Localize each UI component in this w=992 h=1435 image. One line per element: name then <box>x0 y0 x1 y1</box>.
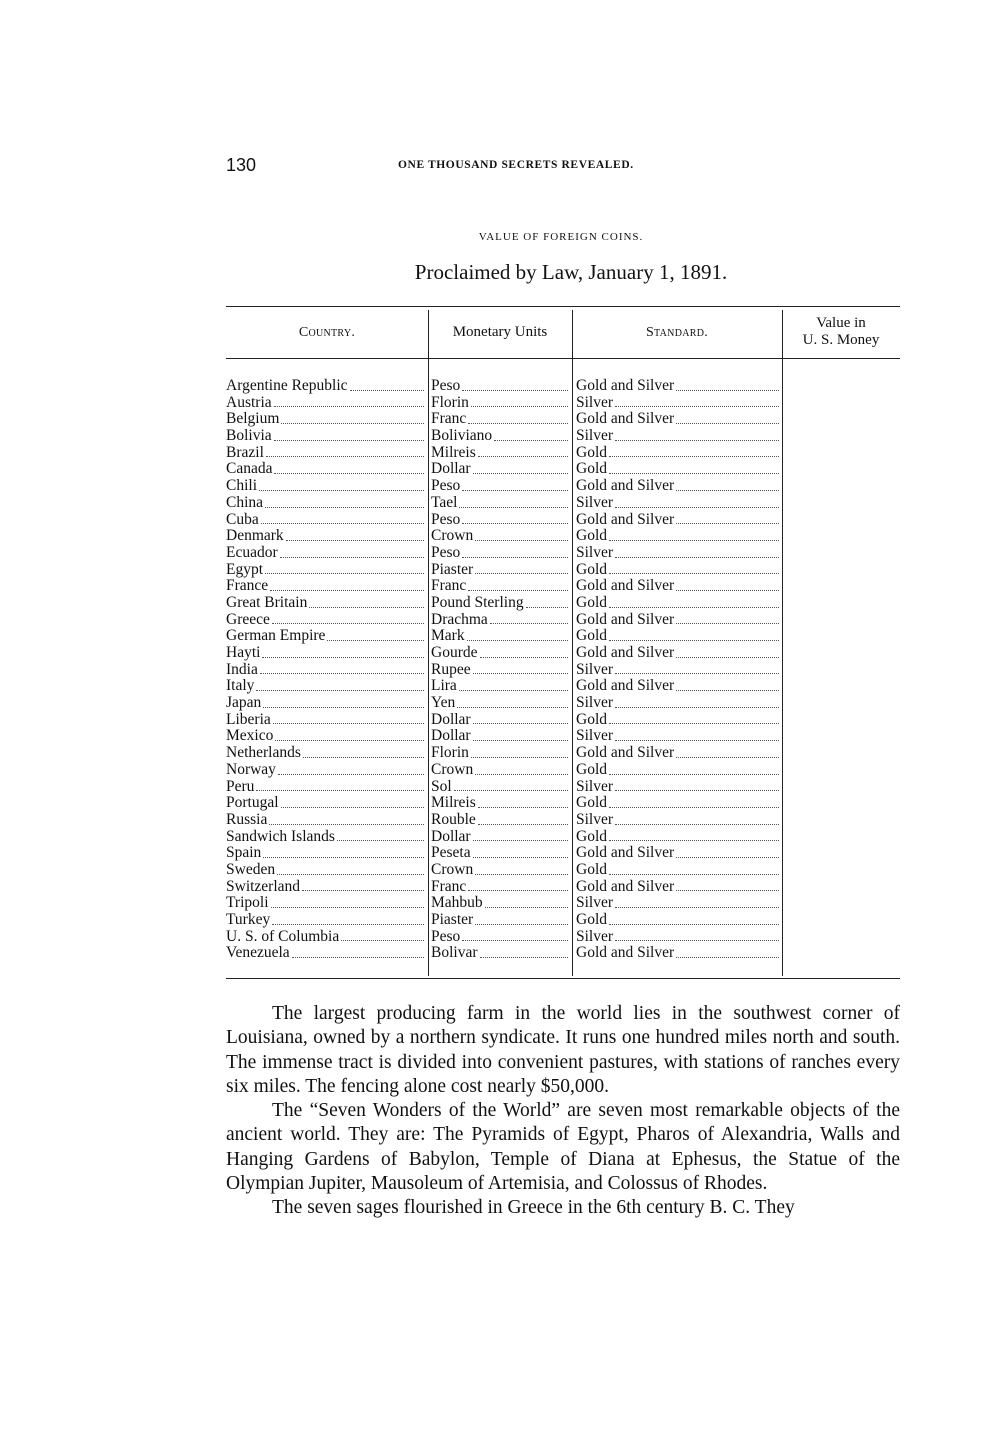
table-row <box>226 628 900 645</box>
dot-leader <box>327 628 424 641</box>
dot-leader <box>274 395 424 408</box>
country-cell: India <box>226 662 425 679</box>
dot-leader <box>259 478 424 491</box>
country-cell: Sweden <box>226 862 425 879</box>
monetary-unit-cell: Boliviano <box>431 428 569 445</box>
country-cell: Norway <box>226 762 425 779</box>
dot-leader <box>272 612 424 625</box>
monetary-unit-cell: Peso <box>431 545 569 562</box>
monetary-unit-cell: Drachma <box>431 612 569 629</box>
standard-cell: Silver <box>576 495 780 512</box>
dot-leader <box>615 779 779 792</box>
country-cell: Brazil <box>226 445 425 462</box>
country-cell: Canada <box>226 461 425 478</box>
dot-leader <box>526 595 568 608</box>
dot-leader <box>462 378 568 391</box>
country-cell: German Empire <box>226 628 425 645</box>
dot-leader <box>473 728 568 741</box>
body-text <box>226 1002 900 1221</box>
standard-cell: Silver <box>576 929 780 946</box>
country-cell: Denmark <box>226 528 425 545</box>
dot-leader <box>271 895 424 908</box>
table-row <box>226 795 900 812</box>
dot-leader <box>609 445 779 458</box>
standard-cell: Gold <box>576 795 780 812</box>
table-row <box>226 612 900 629</box>
monetary-unit-cell: Dollar <box>431 461 569 478</box>
monetary-unit-cell: Gourde <box>431 645 569 662</box>
table-title: VALUE OF FOREIGN COINS. <box>478 231 644 243</box>
country-cell: Liberia <box>226 712 425 729</box>
monetary-unit-cell: Tael <box>431 495 569 512</box>
standard-cell: Gold <box>576 528 780 545</box>
header-country: Country. <box>298 324 356 340</box>
country-cell: Greece <box>226 612 425 629</box>
table-row <box>226 895 900 912</box>
header-value: Value in U. S. Money <box>802 315 880 348</box>
dot-leader <box>269 812 424 825</box>
standard-cell: Silver <box>576 895 780 912</box>
dot-leader <box>275 728 424 741</box>
dot-leader <box>266 445 424 458</box>
country-cell: Italy <box>226 678 425 695</box>
standard-cell: Gold <box>576 595 780 612</box>
monetary-unit-cell: Mahbub <box>431 895 569 912</box>
standard-cell: Gold <box>576 829 780 846</box>
country-cell: Cuba <box>226 512 425 529</box>
standard-cell: Silver <box>576 545 780 562</box>
dot-leader <box>272 912 424 925</box>
monetary-unit-cell: Crown <box>431 862 569 879</box>
dot-leader <box>462 545 568 558</box>
dot-leader <box>615 428 779 441</box>
dot-leader <box>475 912 568 925</box>
dot-leader <box>609 862 779 875</box>
standard-cell: Gold and Silver <box>576 678 780 695</box>
dot-leader <box>475 528 568 541</box>
dot-leader <box>676 678 779 691</box>
dot-leader <box>609 762 779 775</box>
country-cell: Bolivia <box>226 428 425 445</box>
dot-leader <box>676 845 779 858</box>
monetary-unit-cell: Piaster <box>431 562 569 579</box>
monetary-unit-cell: Mark <box>431 628 569 645</box>
table-row <box>226 662 900 679</box>
header-standard: Standard. <box>645 324 709 340</box>
dot-leader <box>309 595 424 608</box>
dot-leader <box>341 929 424 942</box>
monetary-unit-cell: Dollar <box>431 728 569 745</box>
country-cell: Spain <box>226 845 425 862</box>
standard-cell: Silver <box>576 728 780 745</box>
monetary-unit-cell: Pound Sterling <box>431 595 569 612</box>
dot-leader <box>609 595 779 608</box>
dot-leader <box>256 779 424 792</box>
dot-leader <box>676 879 779 892</box>
dot-leader <box>454 779 568 792</box>
dot-leader <box>273 712 424 725</box>
dot-leader <box>676 945 779 958</box>
monetary-unit-cell: Florin <box>431 745 569 762</box>
dot-leader <box>286 528 424 541</box>
dot-leader <box>490 612 568 625</box>
dot-leader <box>676 745 779 758</box>
dot-leader <box>609 712 779 725</box>
table-subtitle: Proclaimed by Law, January 1, 1891. <box>414 260 728 284</box>
country-cell: Austria <box>226 395 425 412</box>
dot-leader <box>609 562 779 575</box>
dot-leader <box>480 645 569 658</box>
table-row <box>226 829 900 846</box>
standard-cell: Gold and Silver <box>576 478 780 495</box>
monetary-unit-cell: Franc <box>431 411 569 428</box>
monetary-unit-cell: Peso <box>431 929 569 946</box>
dot-leader <box>261 512 424 525</box>
monetary-unit-cell: Peso <box>431 378 569 395</box>
dot-leader <box>475 562 568 575</box>
country-cell: Ecuador <box>226 545 425 562</box>
monetary-unit-cell: Bolivar <box>431 945 569 962</box>
table-row <box>226 445 900 462</box>
dot-leader <box>262 645 424 658</box>
dot-leader <box>471 395 568 408</box>
monetary-unit-cell: Franc <box>431 879 569 896</box>
standard-cell: Silver <box>576 695 780 712</box>
table-row <box>226 912 900 929</box>
dot-leader <box>270 578 424 591</box>
monetary-unit-cell: Crown <box>431 528 569 545</box>
dot-leader <box>480 945 569 958</box>
monetary-unit-cell: Rouble <box>431 812 569 829</box>
standard-cell: Gold and Silver <box>576 945 780 962</box>
dot-leader <box>676 612 779 625</box>
table-row <box>226 495 900 512</box>
dot-leader <box>615 895 779 908</box>
dot-leader <box>615 695 779 708</box>
table-row <box>226 862 900 879</box>
table-row <box>226 779 900 796</box>
dot-leader <box>467 628 568 641</box>
standard-cell: Gold <box>576 912 780 929</box>
country-cell: Portugal <box>226 795 425 812</box>
paragraph-seven-sages: The seven sages flourished in Greece in the 6th century B. C. They <box>272 1197 795 1219</box>
standard-cell: Gold and Silver <box>576 845 780 862</box>
country-cell: Mexico <box>226 728 425 745</box>
country-cell: Belgium <box>226 411 425 428</box>
standard-cell: Silver <box>576 779 780 796</box>
country-cell: Hayti <box>226 645 425 662</box>
standard-cell: Silver <box>576 812 780 829</box>
table-row <box>226 929 900 946</box>
dot-leader <box>494 428 568 441</box>
dot-leader <box>473 845 568 858</box>
country-cell: Peru <box>226 779 425 796</box>
table-row <box>226 578 900 595</box>
standard-cell: Gold and Silver <box>576 612 780 629</box>
monetary-unit-cell: Peso <box>431 478 569 495</box>
table-row <box>226 745 900 762</box>
monetary-unit-cell: Lira <box>431 678 569 695</box>
country-cell: Japan <box>226 695 425 712</box>
table-row <box>226 845 900 862</box>
dot-leader <box>256 678 424 691</box>
dot-leader <box>609 829 779 842</box>
monetary-unit-cell: Piaster <box>431 912 569 929</box>
monetary-unit-cell: Crown <box>431 762 569 779</box>
dot-leader <box>265 562 424 575</box>
dot-leader <box>615 495 779 508</box>
monetary-unit-cell: Dollar <box>431 712 569 729</box>
dot-leader <box>274 461 424 474</box>
paragraph-seven-wonders: The “Seven Wonders of the World” are seven most remarkable objects of the ancient world. They are: The Pyramids of Egypt, Pharos of Alexandria, Walls and Hanging Gardens of Babylon, Temple of Diana at Ephesus, the Statue of the Olympian Jupiter, Mausoleum of Artemisia, and Colossus of Rhodes. <box>226 1100 900 1195</box>
dot-leader <box>277 862 424 875</box>
country-cell: Russia <box>226 812 425 829</box>
dot-leader <box>478 795 568 808</box>
country-cell: Switzerland <box>226 879 425 896</box>
running-title: ONE THOUSAND SECRETS REVEALED. <box>398 159 634 171</box>
monetary-unit-cell: Florin <box>431 395 569 412</box>
standard-cell: Gold <box>576 762 780 779</box>
table-row <box>226 562 900 579</box>
dot-leader <box>676 411 779 424</box>
country-cell: Turkey <box>226 912 425 929</box>
country-cell: U. S. of Columbia <box>226 929 425 946</box>
running-head <box>226 155 906 179</box>
table-body <box>226 378 900 962</box>
dot-leader <box>676 512 779 525</box>
country-cell: China <box>226 495 425 512</box>
dot-leader <box>337 829 424 842</box>
standard-cell: Gold <box>576 628 780 645</box>
table-row <box>226 428 900 445</box>
monetary-unit-cell: Rupee <box>431 662 569 679</box>
standard-cell: Gold <box>576 862 780 879</box>
dot-leader <box>475 762 568 775</box>
table-bottom-rule <box>226 978 900 979</box>
country-cell: Great Britain <box>226 595 425 612</box>
dot-leader <box>350 378 424 391</box>
standard-cell: Silver <box>576 395 780 412</box>
dot-leader <box>473 662 568 675</box>
paragraph-farm: The largest producing farm in the world lies in the southwest corner of Louisiana, owned by a northern syndicate. It runs one hundred miles north and south. The immense tract is divided into convenient pastures, with stations of ranches every six miles. The fencing alone cost nearly $50,000. <box>226 1003 900 1097</box>
dot-leader <box>615 812 779 825</box>
dot-leader <box>485 895 568 908</box>
table-row <box>226 461 900 478</box>
dot-leader <box>281 411 424 424</box>
table-row <box>226 678 900 695</box>
dot-leader <box>303 745 424 758</box>
standard-cell: Gold and Silver <box>576 645 780 662</box>
dot-leader <box>676 578 779 591</box>
monetary-unit-cell: Dollar <box>431 829 569 846</box>
monetary-unit-cell: Sol <box>431 779 569 796</box>
dot-leader <box>473 829 568 842</box>
dot-leader <box>609 912 779 925</box>
dot-leader <box>265 495 424 508</box>
dot-leader <box>473 461 568 474</box>
table-row <box>226 762 900 779</box>
country-cell: Sandwich Islands <box>226 829 425 846</box>
dot-leader <box>468 411 568 424</box>
table-row <box>226 879 900 896</box>
dot-leader <box>281 795 424 808</box>
standard-cell: Gold <box>576 461 780 478</box>
standard-cell: Silver <box>576 662 780 679</box>
table-row <box>226 712 900 729</box>
monetary-unit-cell: Milreis <box>431 795 569 812</box>
monetary-unit-cell: Franc <box>431 578 569 595</box>
country-cell: France <box>226 578 425 595</box>
dot-leader <box>609 628 779 641</box>
table-row <box>226 395 900 412</box>
table-row <box>226 528 900 545</box>
dot-leader <box>459 678 568 691</box>
dot-leader <box>475 862 568 875</box>
dot-leader <box>609 795 779 808</box>
country-cell: Egypt <box>226 562 425 579</box>
dot-leader <box>462 478 568 491</box>
standard-cell: Silver <box>576 428 780 445</box>
dot-leader <box>263 845 424 858</box>
dot-leader <box>676 645 779 658</box>
standard-cell: Gold <box>576 712 780 729</box>
dot-leader <box>609 461 779 474</box>
dot-leader <box>278 762 424 775</box>
table-row <box>226 645 900 662</box>
monetary-unit-cell: Peseta <box>431 845 569 862</box>
dot-leader <box>615 929 779 942</box>
country-cell: Netherlands <box>226 745 425 762</box>
standard-cell: Gold <box>576 445 780 462</box>
header-monetary-units: Monetary Units <box>452 323 548 340</box>
dot-leader <box>478 445 568 458</box>
dot-leader <box>292 945 424 958</box>
dot-leader <box>274 428 424 441</box>
dot-leader <box>462 929 568 942</box>
standard-cell: Gold and Silver <box>576 512 780 529</box>
dot-leader <box>280 545 424 558</box>
dot-leader <box>459 495 568 508</box>
dot-leader <box>676 378 779 391</box>
standard-cell: Gold and Silver <box>576 879 780 896</box>
table-row <box>226 411 900 428</box>
table-row <box>226 545 900 562</box>
monetary-unit-cell: Peso <box>431 512 569 529</box>
table-row <box>226 812 900 829</box>
dot-leader <box>263 695 424 708</box>
table-row <box>226 512 900 529</box>
table-row <box>226 695 900 712</box>
dot-leader <box>471 745 568 758</box>
standard-cell: Gold and Silver <box>576 578 780 595</box>
dot-leader <box>676 478 779 491</box>
table-row <box>226 728 900 745</box>
table-header-rule <box>226 358 900 359</box>
country-cell: Tripoli <box>226 895 425 912</box>
dot-leader <box>302 879 424 892</box>
country-cell: Chili <box>226 478 425 495</box>
dot-leader <box>468 578 568 591</box>
dot-leader <box>615 728 779 741</box>
standard-cell: Gold <box>576 562 780 579</box>
country-cell: Argentine Republic <box>226 378 425 395</box>
dot-leader <box>609 528 779 541</box>
table-row <box>226 478 900 495</box>
dot-leader <box>615 395 779 408</box>
table-row <box>226 945 900 962</box>
dot-leader <box>615 662 779 675</box>
dot-leader <box>468 879 568 892</box>
dot-leader <box>615 545 779 558</box>
dot-leader <box>260 662 424 675</box>
monetary-unit-cell: Milreis <box>431 445 569 462</box>
dot-leader <box>462 512 568 525</box>
dot-leader <box>473 712 568 725</box>
table-row <box>226 595 900 612</box>
monetary-unit-cell: Yen <box>431 695 569 712</box>
standard-cell: Gold and Silver <box>576 745 780 762</box>
dot-leader <box>478 812 568 825</box>
standard-cell: Gold and Silver <box>576 411 780 428</box>
table-row <box>226 378 900 395</box>
standard-cell: Gold and Silver <box>576 378 780 395</box>
country-cell: Venezuela <box>226 945 425 962</box>
dot-leader <box>457 695 568 708</box>
page-number: 130 <box>226 155 257 175</box>
